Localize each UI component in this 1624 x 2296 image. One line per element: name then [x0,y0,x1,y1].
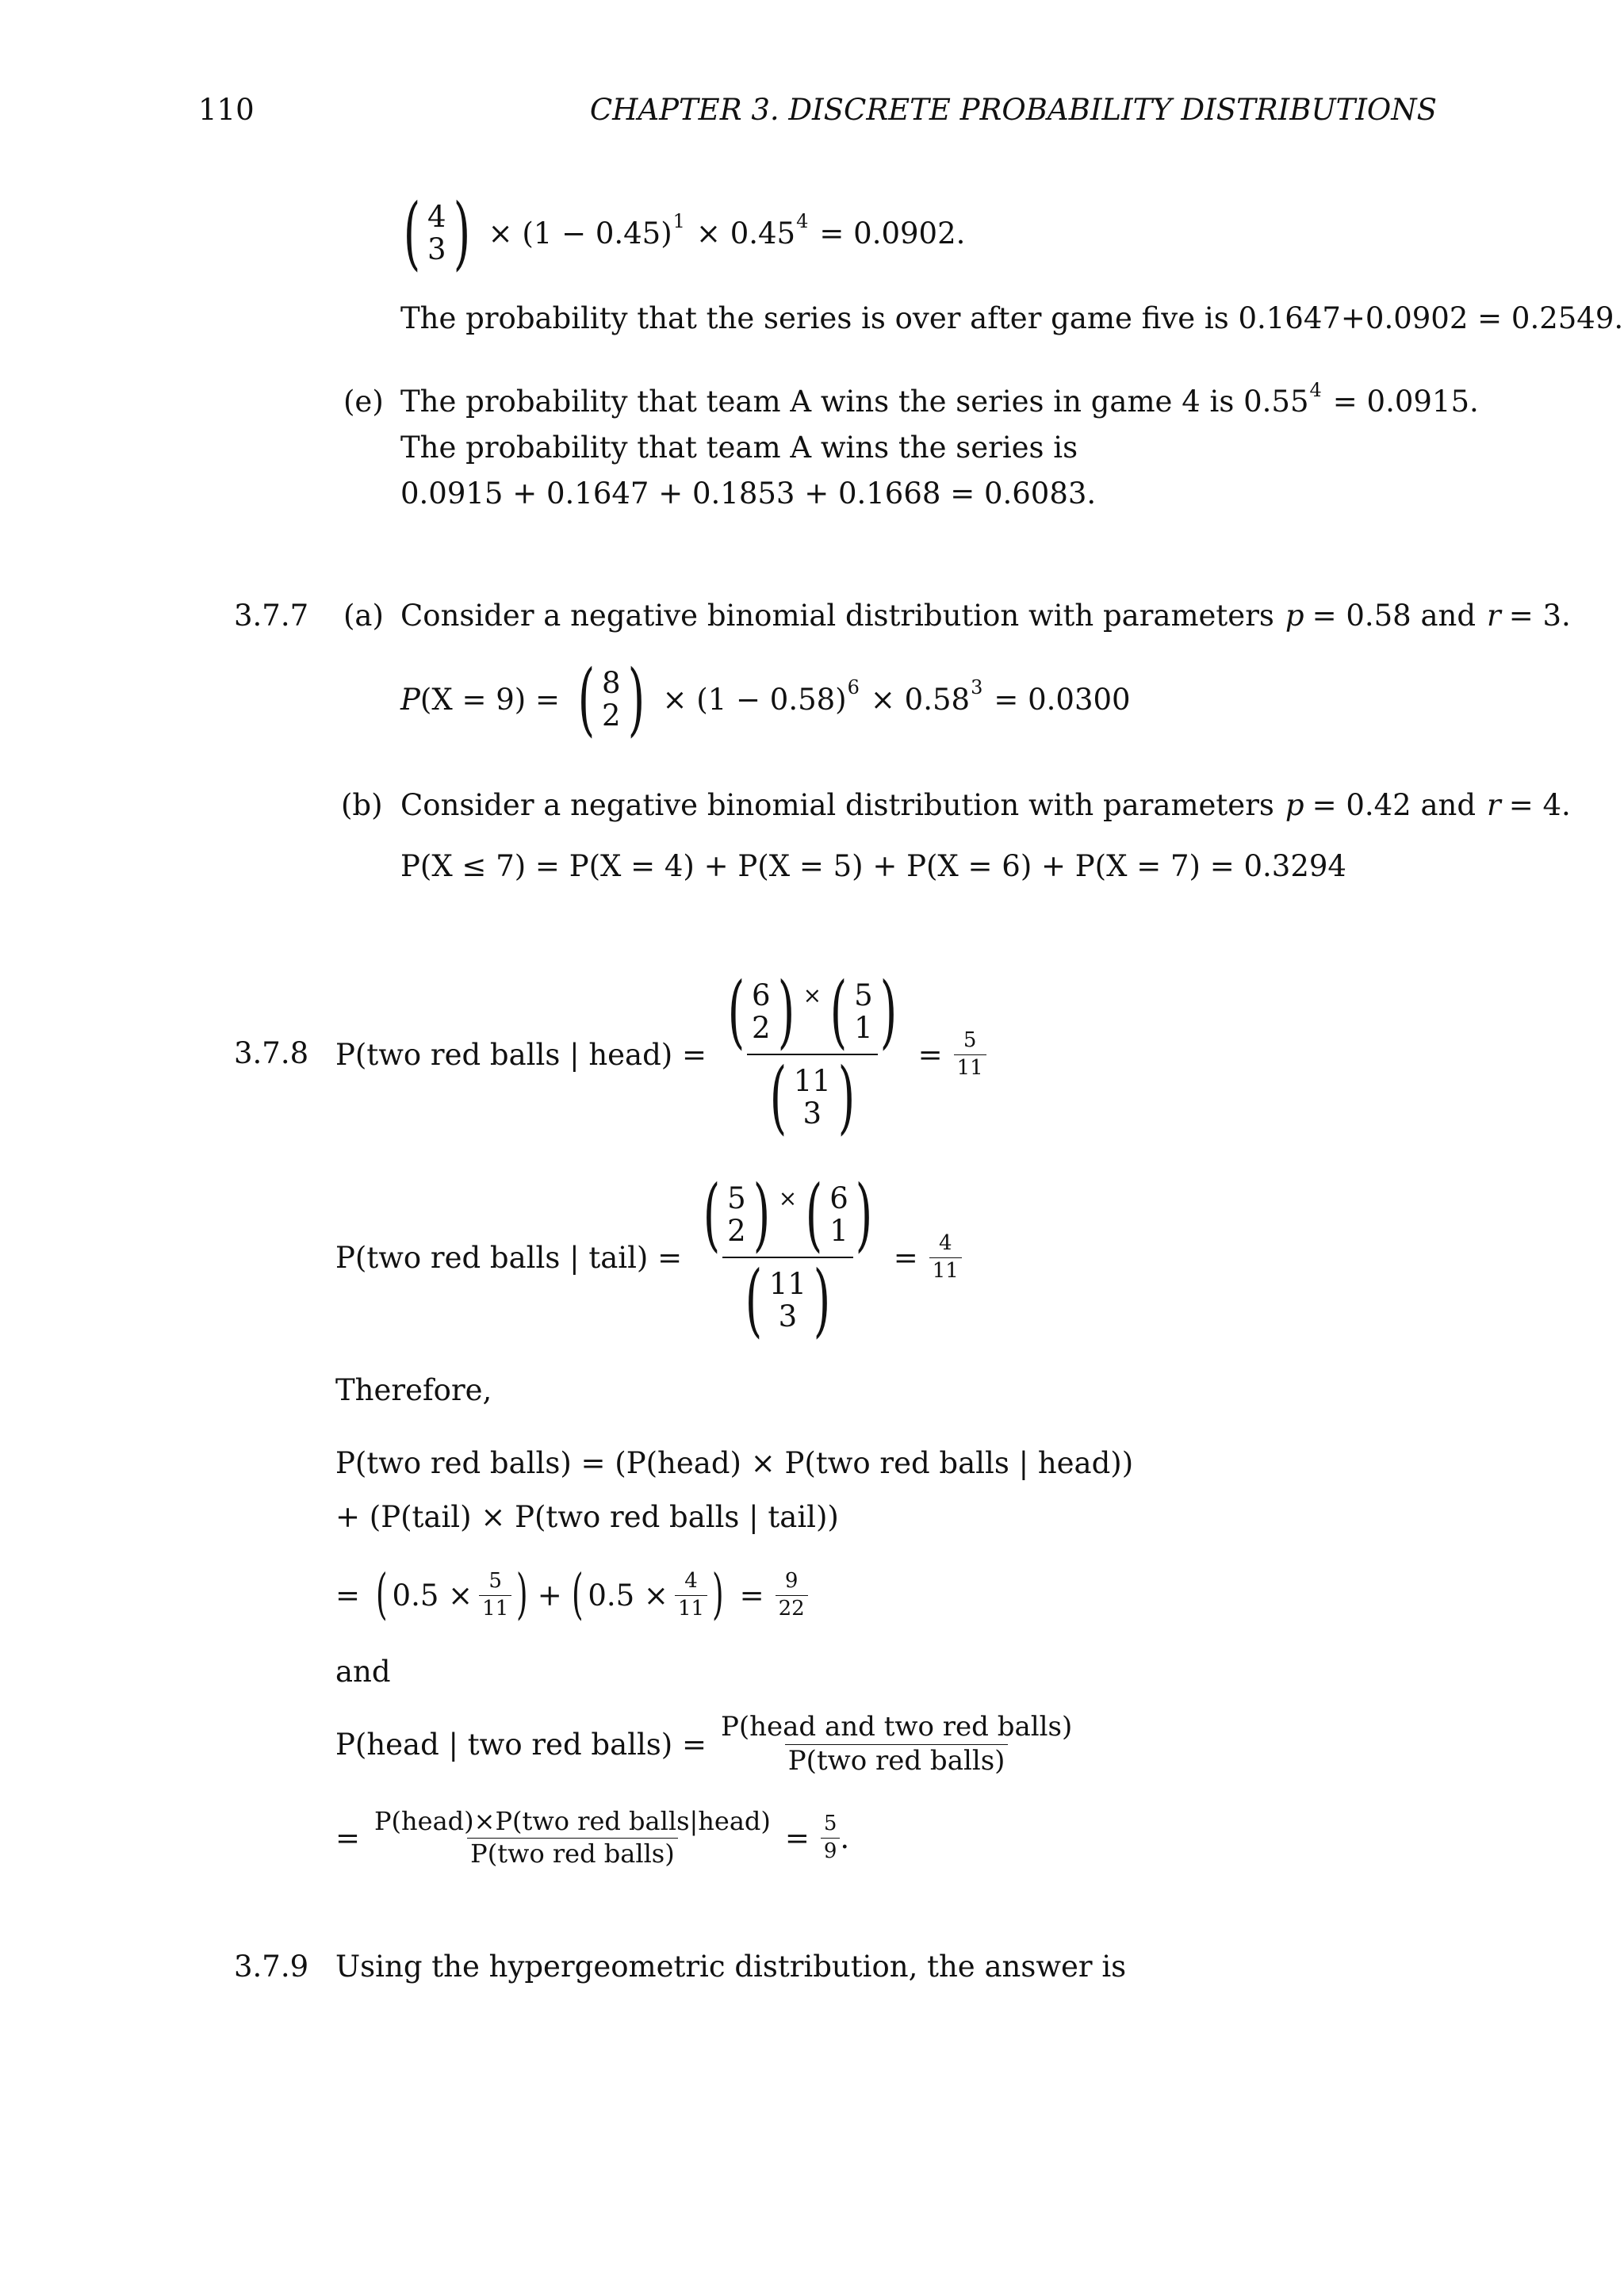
tail-conditional-fraction: ( 5 2 ) × ( 6 1 ) ( 11 3 ) [703,1168,872,1346]
bayes-equation-line-1: P(head | two red balls) = $\frac{\text{P(head and two red balls)}}{\text{P(two red balls)}}$ [335,1710,1073,1777]
binom-8-2: ( 8 2 ) [577,652,645,745]
series-over-text: The probability that the series is over after game five is 0.1647+0.0902 = 0.2549. [400,301,1624,335]
part-e-label: (e) [343,385,384,419]
part-b-label: (b) [341,788,383,822]
hypergeometric-text: Using the hypergeometric distribution, the answer is [335,1950,1127,1984]
exercise-number-3-7-7: 3.7.7 [234,599,309,633]
binom-4-3: ( 4 3 ) [403,186,470,279]
and-text: and [335,1655,391,1689]
part-b-statement: Consider a negative binomial distribution with parameters p = 0.42 and r = 4. [400,788,1571,822]
total-probability-line-3: = ( 0.5 × $\frac{5}{11}$ ) + ( 0.5 × $\frac{4}{11}$ ) = $\frac{9}{22}$ [335,1563,808,1627]
total-probability-line-1: P(two red balls) = (P(head) × P(two red balls | head)) [335,1446,1134,1480]
part-e-line1: The probability that team A wins the series in game 4 is 0.55 4 = 0.0915. [400,378,1479,419]
part-a-statement: Consider a negative binomial distribution with parameters p = 0.58 and r = 3. [400,599,1571,633]
head-conditional-fraction: ( 6 2 ) × ( 5 1 ) ( 11 3 ) [727,965,897,1143]
running-title: CHAPTER 3. DISCRETE PROBABILITY DISTRIBUTIONS [589,93,1437,127]
part-a-label: (a) [343,599,384,633]
head-conditional-equation: P(two red balls | head) = ( 6 2 ) × ( 5 1 ) ( 11 3 ) = $\frac{5}{11}$ [335,959,986,1150]
exercise-number-3-7-9: 3.7.9 [234,1950,309,1984]
part-b-equation: P(X ≤ 7) = P(X = 4) + P(X = 5) + P(X = 6) + P(X = 7) = 0.3294 [400,849,1346,883]
total-probability-line-2: + (P(tail) × P(two red balls | tail)) [335,1500,839,1534]
part-e-line3: 0.0915 + 0.1647 + 0.1853 + 0.1668 = 0.6083. [400,476,1097,511]
part-a-equation: P (X = 9) = ( 8 2 ) × (1 − 0.58) 6 × 0.58 3 = 0.0300 [400,652,1131,745]
page-number: 110 [198,93,255,127]
tail-conditional-equation: P(two red balls | tail) = ( 5 2 ) × ( 6 1 ) ( 11 3 ) = $\frac{4}{11}$ [335,1162,962,1353]
binomial-continuation-equation: ( 4 3 ) × (1 − 0.45) 1 × 0.45 4 = 0.0902. [396,192,965,274]
bayes-equation-line-2: = $\frac{\text{P(head)×P(two red balls|head)}}{\text{P(two red balls)}}$ = $\frac{5}{9}$ . [335,1805,850,1869]
part-e-line2: The probability that team A wins the series is [400,430,1078,465]
therefore-text: Therefore, [335,1373,492,1407]
exercise-number-3-7-8: 3.7.8 [234,1036,309,1070]
